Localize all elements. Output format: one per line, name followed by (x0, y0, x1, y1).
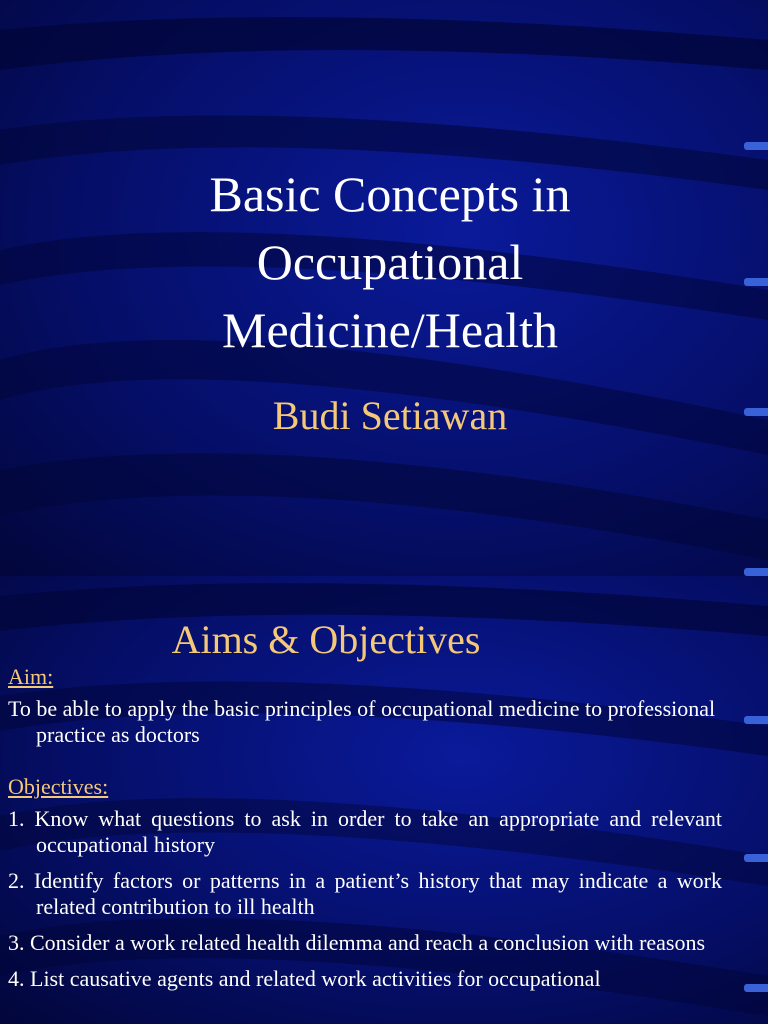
title-line: Occupational (256, 234, 524, 290)
edge-dash (744, 278, 768, 286)
title-line: Basic Concepts in (209, 166, 571, 222)
edge-dash (744, 716, 768, 724)
aim-text: To be able to apply the basic principles of occupational medicine to professional practice as doctors (8, 696, 716, 747)
objectives-heading: Objectives: (8, 774, 109, 799)
aim-heading: Aim: (8, 664, 54, 689)
slide-title-heading (110, 160, 670, 364)
edge-dash (744, 984, 768, 992)
objective-item: 4. List causative agents and related work activities for occupational (8, 966, 601, 991)
title-line: Medicine/Health (222, 302, 558, 358)
objective-item: 2. Identify factors or patterns in a patient’s history that may indicate a work related contribution to ill health (8, 868, 722, 919)
edge-dash (744, 408, 768, 416)
edge-dash (744, 854, 768, 862)
objective-item: 3. Consider a work related health dilemma and reach a conclusion with reasons (8, 930, 706, 955)
author-name: Budi Setiawan (272, 393, 508, 438)
edge-dash (744, 142, 768, 150)
slide-heading: Aims & Objectives (171, 617, 481, 662)
slide-aims-objectives (0, 576, 768, 1024)
objective-item: 1. Know what questions to ask in order to take an appropriate and relevant occupational history (8, 806, 722, 857)
slide-body (8, 664, 722, 992)
edge-dash (744, 568, 768, 576)
